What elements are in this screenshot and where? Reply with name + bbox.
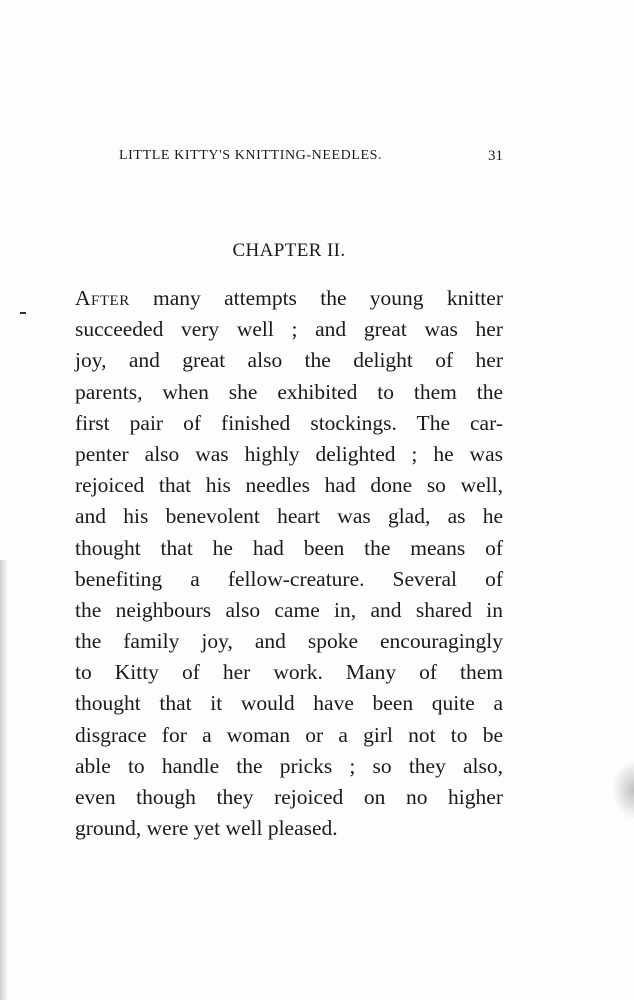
text-line: first pair of finished stockings. The car- bbox=[75, 410, 503, 435]
text-line: benefiting a fellow-creature. Several of bbox=[75, 566, 503, 591]
text-line: to Kitty of her work. Many of them bbox=[75, 660, 503, 685]
running-header bbox=[75, 148, 503, 170]
text-line: disgrace for a woman or a girl not to be bbox=[75, 722, 503, 747]
text-line: ground, were yet well pleased. bbox=[75, 816, 338, 841]
page-smudge bbox=[612, 760, 634, 820]
text-line: and his benevolent heart was glad, as he bbox=[75, 504, 503, 529]
text-line: thought that it would have been quite a bbox=[75, 691, 503, 716]
body-paragraph bbox=[75, 283, 503, 844]
text-line: succeeded very well ; and great was her bbox=[75, 317, 503, 342]
text-line: parents, when she exhibited to them the bbox=[75, 379, 503, 404]
text-line: even though they rejoiced on no higher bbox=[75, 785, 503, 809]
page-edge-shadow bbox=[0, 560, 8, 1000]
margin-mark bbox=[20, 312, 26, 314]
opening-word: After bbox=[75, 286, 130, 310]
text-line: thought that he had been the means of bbox=[75, 535, 503, 560]
text-line bbox=[75, 283, 503, 314]
running-title: LITTLE KITTY'S KNITTING-NEEDLES. bbox=[119, 148, 383, 163]
text-line: penter also was highly delighted ; he was bbox=[75, 441, 503, 466]
chapter-heading: CHAPTER II. bbox=[232, 240, 346, 261]
text-line: able to handle the pricks ; so they also, bbox=[75, 753, 503, 778]
line-text: many attempts the young knitter bbox=[129, 286, 503, 310]
text-line: the family joy, and spoke encouragingly bbox=[75, 629, 503, 654]
text-line: joy, and great also the delight of her bbox=[75, 348, 503, 373]
text-line: the neighbours also came in, and shared in bbox=[75, 597, 503, 622]
text-line: rejoiced that his needles had done so well, bbox=[75, 473, 503, 498]
page-number: 31 bbox=[488, 148, 503, 164]
